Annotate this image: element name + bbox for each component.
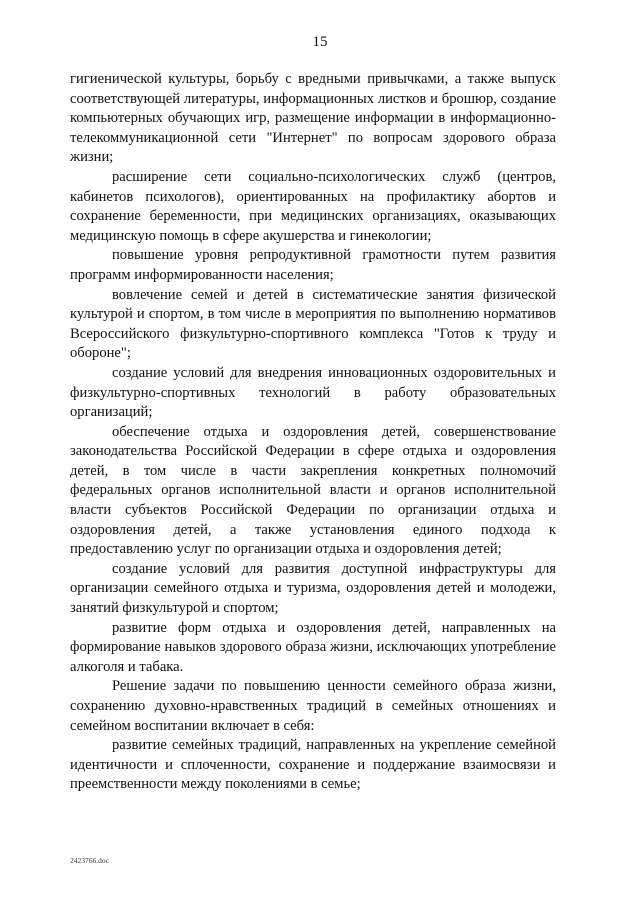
paragraph: вовлечение семей и детей в систематические занятия физической культурой и спортом, в том числе в мероприятия по выполнению нормативов Всероссийского физкультурно-спортивного комплекса "Готов к труду и обороне"; <box>70 286 556 362</box>
paragraph: создание условий для развития доступной инфраструктуры для организации семейного отдыха и туризма, оздоровления детей и молодежи, занятий физкультурой и спортом; <box>70 560 556 617</box>
paragraph: развитие семейных традиций, направленных на укрепление семейной идентичности и сплоченности, сохранение и поддержание взаимосвязи и преемственности между поколениями в семье; <box>70 737 556 793</box>
document-footer: 2423766.doc <box>70 856 109 865</box>
paragraph: расширение сети социально-психологических служб (центров, кабинетов психологов), ориентированных на профилактику абортов и сохранение беременности, при медицинских организациях, оказывающих медицинскую помощь в сфере акушерства и гинекологии; <box>70 168 556 244</box>
paragraph: повышение уровня репродуктивной грамотности путем развития программ информированности населения; <box>70 247 556 283</box>
document-body <box>70 70 556 795</box>
page-number: 15 <box>312 34 328 50</box>
paragraph: гигиенической культуры, борьбу с вредными привычками, а также выпуск соответствующей литературы, информационных листков и брошюр, создание компьютерных обучающих игр, размещение информации в информационно-телекоммуникационной сети "Интернет" по вопросам здорового образа жизни; <box>70 71 556 166</box>
paragraph: Решение задачи по повышению ценности семейного образа жизни, сохранению духовно-нравственных традиций в семейных отношениях и семейном воспитании включает в себя: <box>70 678 556 734</box>
paragraph: создание условий для внедрения инновационных оздоровительных и физкультурно-спортивных технологий в работу образовательных организаций; <box>70 364 556 421</box>
paragraph: обеспечение отдыха и оздоровления детей, совершенствование законодательства Российской Федерации в сфере отдыха и оздоровления детей, в том числе в части закрепления конкретных полномочий федеральных органов исполнительной власти и органов исполнительной власти субъектов Российской Федерации по организации отдыха и оздоровления детей, а также установления единого подхода к предоставлению услуг по организации отдыха и оздоровления детей; <box>70 423 556 558</box>
paragraph: развитие форм отдыха и оздоровления детей, направленных на формирование навыков здорового образа жизни, исключающих употребление алкоголя и табака. <box>70 619 556 675</box>
